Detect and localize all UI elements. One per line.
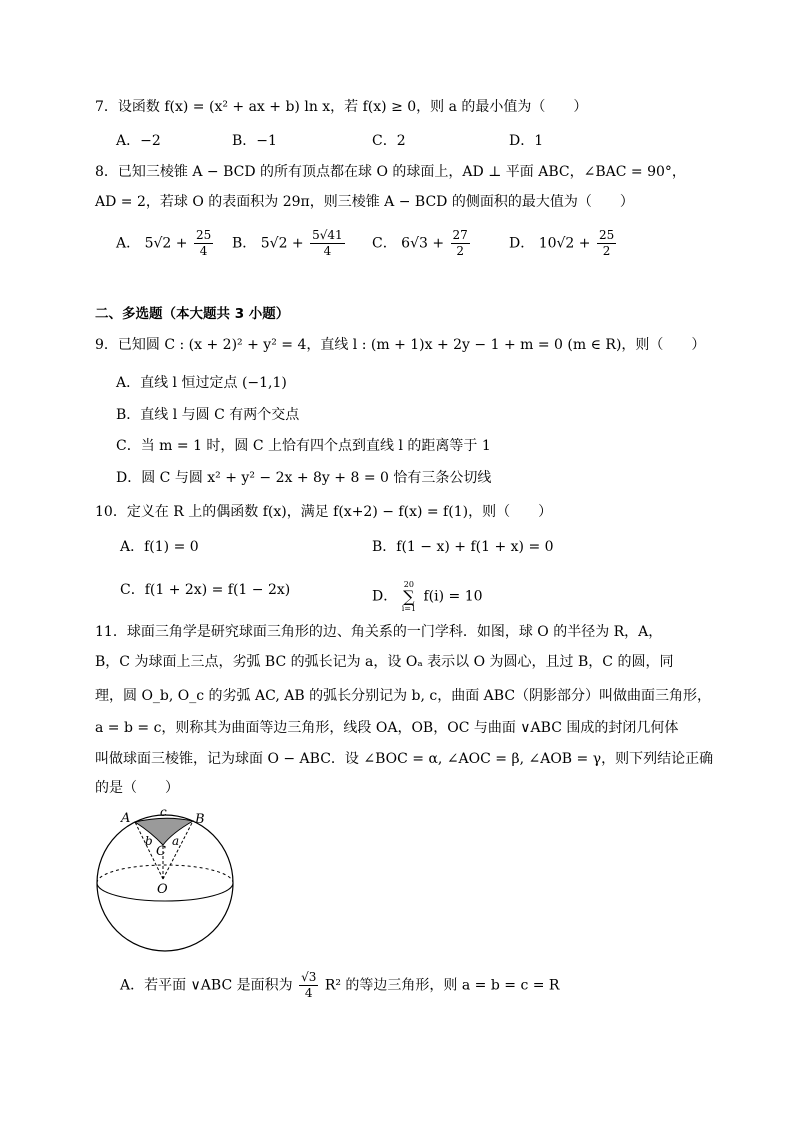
q11-line-4: a = b = c，则称其为曲面等边三角形，线段 OA，OB，OC 与曲面 ∨ABC 围成的封闭几何体 bbox=[95, 720, 679, 736]
q7-option-c[interactable]: C．2 bbox=[372, 133, 406, 149]
fraction bbox=[451, 228, 470, 259]
q8-stem-line1: 8．已知三棱锥 A − BCD 的所有顶点都在球 O 的球面上，AD ⊥ 平面 ABC，∠BAC = 90°， bbox=[95, 164, 686, 180]
sphere-figure bbox=[90, 805, 240, 955]
option-label: D． bbox=[509, 235, 535, 252]
label-a: A bbox=[121, 811, 131, 826]
fraction-denominator: 4 bbox=[323, 244, 332, 258]
q9-option-b[interactable]: B．直线 l 与圆 C 有两个交点 bbox=[116, 407, 300, 423]
option-text-post: R² 的等边三角形，则 a = b = c = R bbox=[324, 977, 560, 994]
fraction-numerator: 27 bbox=[452, 228, 468, 242]
section-heading: 二、多选题（本大题共 3 小题） bbox=[95, 306, 290, 322]
label-o: O bbox=[157, 882, 168, 897]
q10-option-c[interactable]: C．f(1 + 2x) = f(1 − 2x) bbox=[120, 582, 291, 598]
option-label: C． bbox=[372, 235, 397, 252]
option-label: A． bbox=[116, 235, 141, 252]
q9-stem: 9．已知圆 C : (x + 2)² + y² = 4，直线 l : (m + 1)x + 2y − 1 + m = 0 (m ∈ R)，则（ ） bbox=[95, 337, 706, 353]
q11-line-3: 理，圆 O_b, O_c 的劣弧 AC, AB 的弧长分别记为 b, c，曲面 ABC（阴影部分）叫做曲面三角形， bbox=[95, 688, 712, 704]
q9-option-d[interactable]: D．圆 C 与圆 x² + y² − 2x + 8y + 8 = 0 恰有三条公切线 bbox=[116, 470, 492, 486]
q10-option-a[interactable]: A．f(1) = 0 bbox=[120, 539, 199, 555]
q8-option-b[interactable] bbox=[232, 228, 347, 259]
sum-expression: f(i) = 10 bbox=[423, 588, 483, 605]
option-lead: 5√2 + bbox=[260, 235, 304, 252]
fraction bbox=[299, 970, 318, 1001]
q8-option-a[interactable] bbox=[116, 228, 215, 259]
q7-option-d[interactable]: D．1 bbox=[509, 133, 544, 149]
fraction-numerator: 25 bbox=[195, 228, 212, 242]
fraction-denominator: 4 bbox=[199, 244, 208, 258]
fraction bbox=[194, 228, 213, 259]
q11-line-2: B，C 为球面上三点，劣弧 BC 的弧长记为 a，设 Oₐ 表示以 O 为圆心，且过 B，C 的圆，同 bbox=[95, 654, 674, 670]
option-text-pre: A．若平面 ∨ABC 是面积为 bbox=[120, 977, 293, 994]
q9-option-a[interactable]: A．直线 l 恒过定点 (−1,1) bbox=[116, 375, 287, 391]
sum-upper-limit: 20 bbox=[403, 580, 414, 589]
label-b-arc: b bbox=[145, 834, 153, 848]
q7-option-b[interactable]: B．−1 bbox=[232, 133, 277, 149]
label-a-arc: a bbox=[172, 834, 180, 848]
label-c-arc: c bbox=[160, 805, 167, 819]
option-lead: 10√2 + bbox=[538, 235, 591, 252]
q8-option-d[interactable] bbox=[509, 228, 618, 259]
option-lead: 5√2 + bbox=[144, 235, 188, 252]
fraction-numerator: 25 bbox=[598, 228, 615, 242]
sum-lower-limit: i=1 bbox=[401, 604, 417, 613]
fraction bbox=[597, 228, 616, 259]
q11-option-a[interactable] bbox=[120, 970, 559, 1001]
q11-line-1: 11．球面三角学是研究球面三角形的边、角关系的一门学科．如图，球 O 的半径为 R，A， bbox=[95, 624, 663, 640]
equator-back bbox=[97, 865, 233, 883]
fraction bbox=[310, 228, 345, 259]
summation bbox=[402, 580, 416, 613]
q9-option-c[interactable]: C．当 m = 1 时，圆 C 上恰有四个点到直线 l 的距离等于 1 bbox=[116, 438, 491, 454]
q10-option-b[interactable]: B．f(1 − x) + f(1 + x) = 0 bbox=[372, 539, 554, 555]
fraction-numerator: √3 bbox=[301, 970, 317, 984]
q11-line-5: 叫做球面三棱锥，记为球面 O − ABC．设 ∠BOC = α, ∠AOC = β, ∠AOB = γ，则下列结论正确 bbox=[95, 751, 714, 767]
q11-line-6: 的是（ ） bbox=[95, 780, 179, 796]
q8-stem-line2: AD = 2，若球 O 的表面积为 29π，则三棱锥 A − BCD 的侧面积的最大值为（ ） bbox=[95, 194, 634, 210]
fraction-denominator: 4 bbox=[304, 986, 313, 1000]
label-c-point: C bbox=[156, 844, 166, 859]
spherical-triangle bbox=[135, 818, 193, 845]
q7-stem: 7．设函数 f(x) = (x² + ax + b) ln x，若 f(x) ≥ 0，则 a 的最小值为（ ） bbox=[95, 99, 588, 115]
fraction-denominator: 2 bbox=[456, 244, 464, 258]
label-b: B bbox=[195, 812, 205, 827]
sigma-icon: ∑ bbox=[403, 587, 415, 606]
fraction-numerator: 5√41 bbox=[312, 228, 343, 242]
q10-option-d[interactable] bbox=[372, 580, 483, 613]
option-lead: 6√3 + bbox=[401, 235, 445, 252]
fraction-denominator: 2 bbox=[602, 244, 611, 258]
option-label: D． bbox=[372, 588, 398, 605]
option-label: B． bbox=[232, 235, 257, 252]
q8-option-c[interactable] bbox=[372, 228, 472, 259]
q10-stem: 10．定义在 R 上的偶函数 f(x)，满足 f(x+2) − f(x) = f(1)，则（ ） bbox=[95, 504, 553, 520]
q7-option-a[interactable]: A．−2 bbox=[116, 133, 161, 149]
